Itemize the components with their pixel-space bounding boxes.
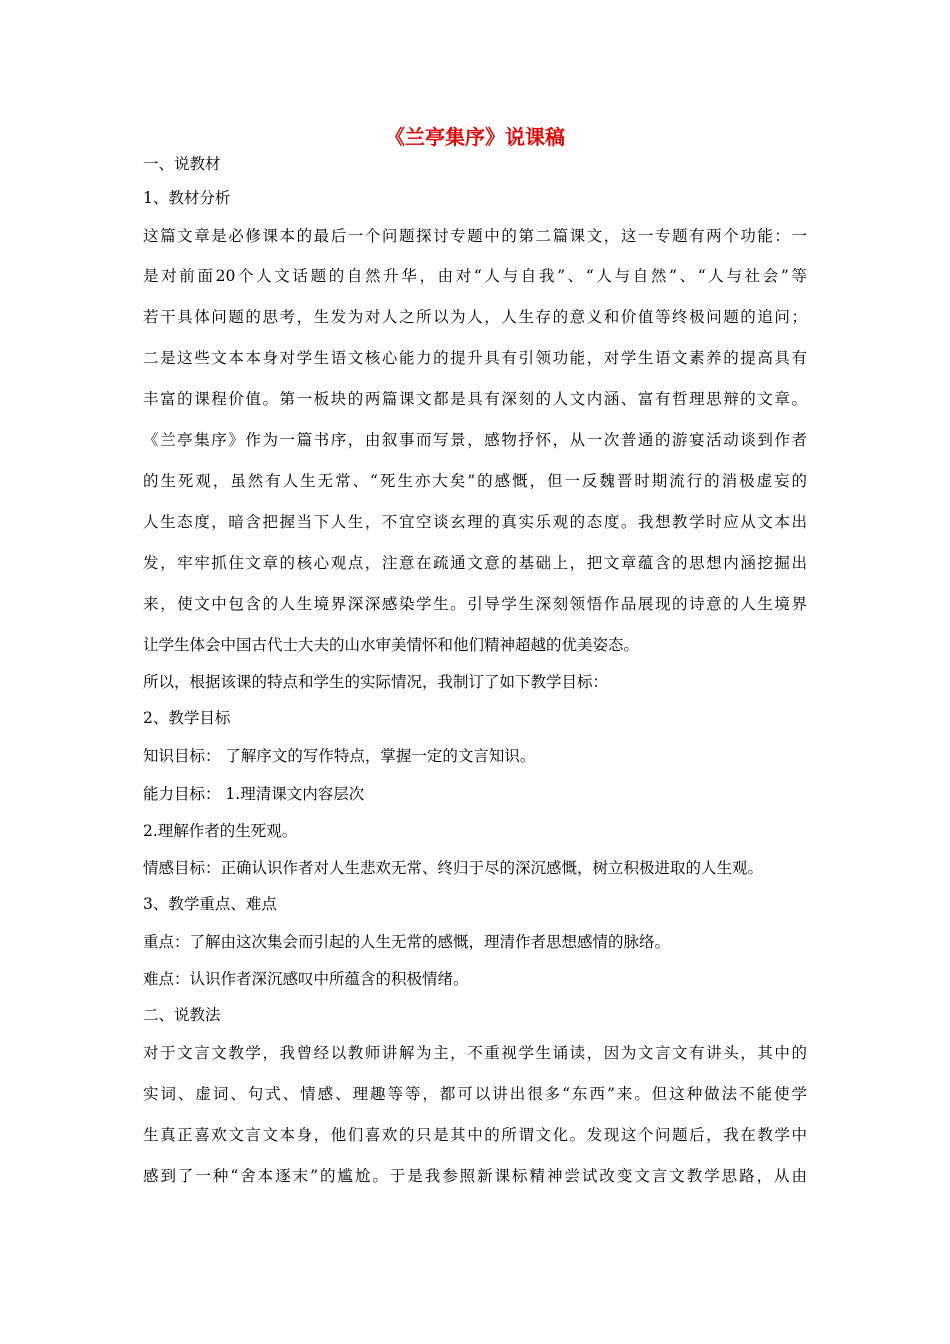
- paragraph-line: 感到了一种“舍本逐末”的尴尬。于是我参照新课标精神尝试改变文言文教学思路，从由: [143, 1167, 807, 1185]
- goal-knowledge: 知识目标： 了解序文的写作特点，掌握一定的文言知识。: [143, 747, 536, 765]
- goal-emotion: 情感目标：正确认识作者对人生悲欢无常、终归于尽的深沉感慨，树立积极进取的人生观。: [143, 859, 764, 877]
- key-point: 重点：了解由这次集会而引起的人生无常的感慨，理清作者思想感情的脉络。: [143, 933, 671, 951]
- paragraph-line: 是对前面20个人文话题的自然升华，由对“人与自我”、“人与自然”、“人与社会”等: [143, 267, 807, 285]
- paragraph-line: 生真正喜欢文言文本身，他们喜欢的只是其中的所谓文化。发现这个问题后，我在教学中: [143, 1126, 807, 1144]
- paragraph-line: 的生死观，虽然有人生无常、“死生亦大矣”的感慨，但一反魏晋时期流行的消极虚妄的: [143, 472, 807, 490]
- difficult-point: 难点：认识作者深沉感叹中所蕴含的积极情绪。: [143, 970, 469, 988]
- document-title: 《兰亭集序》说课稿: [385, 125, 565, 149]
- goal-ability: 能力目标： 1.理清课文内容层次: [143, 785, 365, 803]
- heading-textbook-analysis: 1、教材分析: [143, 189, 231, 207]
- paragraph-line: 对于文言文教学，我曾经以教师讲解为主，不重视学生诵读，因为文言文有讲头，其中的: [143, 1044, 807, 1062]
- paragraph-line: 二是这些文本本身对学生语文核心能力的提升具有引领功能，对学生语文素养的提高具有: [143, 349, 807, 367]
- paragraph-line: 发，牢牢抓住文章的核心观点，注意在疏通文意的基础上，把文章蕴含的思想内涵挖掘出: [143, 554, 807, 572]
- paragraph-line: 所以，根据该课的特点和学生的实际情况，我制订了如下教学目标：: [143, 673, 609, 691]
- paragraph-line: 《兰亭集序》作为一篇书序，由叙事而写景，感物抒怀，从一次普通的游宴活动谈到作者: [143, 431, 807, 449]
- paragraph-line: 人生态度，暗含把握当下人生，不宜空谈玄理的真实乐观的态度。我想教学时应从文本出: [143, 513, 807, 531]
- paragraph-line: 若干具体问题的思考，生发为对人之所以为人，人生存的意义和价值等终极问题的追问；: [143, 308, 807, 326]
- heading-section-2: 二、说教法: [143, 1006, 221, 1024]
- paragraph-line: 来，使文中包含的人生境界深深感染学生。引导学生深刻领悟作品展现的诗意的人生境界: [143, 595, 807, 613]
- paragraph-line: 这篇文章是必修课本的最后一个问题探讨专题中的第二篇课文，这一专题有两个功能：一: [143, 227, 807, 245]
- paragraph-line: 让学生体会中国古代士大夫的山水审美情怀和他们精神超越的优美姿态。: [143, 636, 640, 654]
- heading-teaching-goals: 2、教学目标: [143, 709, 231, 727]
- heading-key-points: 3、教学重点、难点: [143, 895, 277, 913]
- heading-section-1: 一、说教材: [143, 155, 221, 173]
- paragraph-line: 丰富的课程价值。第一板块的两篇课文都是具有深刻的人文内涵、富有哲理思辩的文章。: [143, 390, 807, 408]
- paragraph-line: 实词、虚词、句式、情感、理趣等等，都可以讲出很多“东西”来。但这种做法不能使学: [143, 1085, 807, 1103]
- goal-ability-2: 2.理解作者的生死观。: [143, 822, 298, 840]
